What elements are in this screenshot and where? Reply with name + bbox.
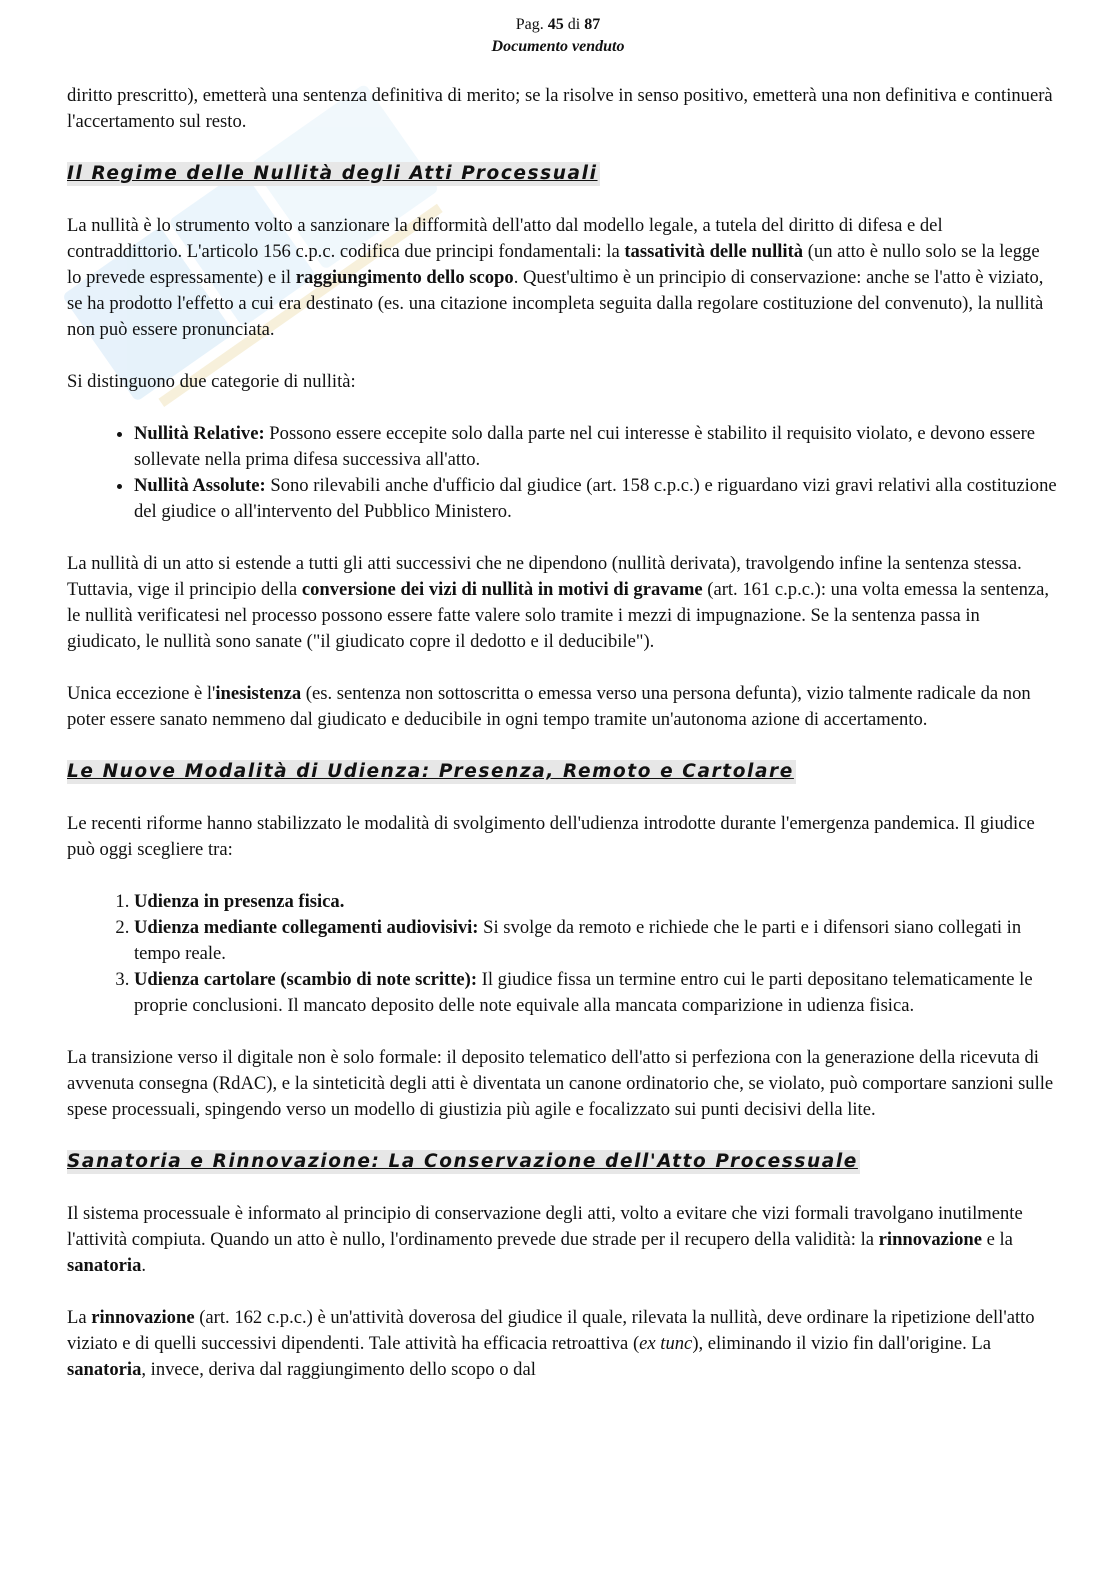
paragraph: Si distinguono due categorie di nullità:	[67, 371, 356, 392]
list-item: 2. Udienza mediante collegamenti audiovisivi: Si svolge da remoto e richiede che le parti e i difensori siano collegati in tempo reale.	[134, 915, 1057, 967]
paragraph: La nullità di un atto si estende a tutti gli atti successivi che ne dipendono (nullità derivata), travolgendo infine la sentenza stessa. Tuttavia, vige il principio della conversione dei vizi di nullità in motivi di gravame (art. 161 c.p.c.): una volta emessa la sentenza, le nullità verificatesi nel processo possono essere fatte valere solo tramite i mezzi di impugnazione. Se la sentenza passa in giudicato, le nullità sono sanate ("il giudicato copre il dedotto e il deducibile").	[67, 553, 1050, 652]
list-item: 1. Udienza in presenza fisica.	[134, 889, 1057, 915]
section-heading-sanatoria: Sanatoria e Rinnovazione: La Conservazione dell'Atto Processuale	[67, 1151, 858, 1172]
intro-paragraph: diritto prescritto), emetterà una sentenza definitiva di merito; se la risolve in senso positivo, emetterà una non definitiva e continuerà l'accertamento sul resto.	[67, 85, 1053, 132]
bullet-list	[67, 421, 1057, 525]
list-item: • Nullità Assolute: Sono rilevabili anche d'ufficio dal giudice (art. 158 c.p.c.) e riguardano vizi gravi relativi alla costituzione del giudice o all'intervento del Pubblico Ministero.	[134, 473, 1057, 525]
section-heading-udienza: Le Nuove Modalità di Udienza: Presenza, Remoto e Cartolare	[67, 761, 794, 782]
paragraph: Il sistema processuale è informato al principio di conservazione degli atti, volto a evitare che vizi formali travolgano inutilmente l'attività compiuta. Quando un atto è nullo, l'ordinamento prevede due strade per il recupero della validità: la rinnovazione e la sanatoria.	[67, 1203, 1023, 1276]
numbered-list	[67, 889, 1057, 1019]
paragraph: Le recenti riforme hanno stabilizzato le modalità di svolgimento dell'udienza introdotte durante l'emergenza pandemica. Il giudice può oggi scegliere tra:	[67, 813, 1035, 860]
paragraph: Unica eccezione è l'inesistenza (es. sentenza non sottoscritta o emessa verso una persona defunta), vizio talmente radicale da non poter essere sanato nemmeno dal giudicato e deducibile in ogni tempo tramite un'autonoma azione di accertamento.	[67, 683, 1031, 730]
paragraph: La nullità è lo strumento volto a sanzionare la difformità dell'atto dal modello legale, a tutela del diritto di difesa e del contraddittorio. L'articolo 156 c.p.c. codifica due principi fondamentali: la tassatività delle nullità (un atto è nullo solo se la legge lo prevede espressamente) e il raggiungimento dello scopo. Quest'ultimo è un principio di conservazione: anche se l'atto è viziato, se ha prodotto l'effetto a cui era destinato (es. una citazione incompleta seguita dalla regolare costituzione del convenuto), la nullità non può essere pronunciata.	[67, 215, 1044, 340]
list-item: 3. Udienza cartolare (scambio di note scritte): Il giudice fissa un termine entro cui le parti depositano telematicamente le proprie conclusioni. Il mancato deposito delle note equivale alla mancata comparizione in udienza fisica.	[134, 967, 1057, 1019]
document-body	[67, 83, 1057, 1409]
page-number: Pag. 45 di 87	[515, 16, 601, 33]
page-header	[0, 14, 1116, 58]
paragraph: La transizione verso il digitale non è solo formale: il deposito telematico dell'atto si perfeziona con la generazione della ricevuta di avvenuta consegna (RdAC), e la sinteticità degli atti è diventata un canone ordinatorio che, se violato, può comportare sanzioni sulle spese processuali, spingendo verso un modello di giustizia più agile e focalizzato sui punti decisivi della lite.	[67, 1047, 1054, 1120]
list-item: • Nullità Relative: Possono essere eccepite solo dalla parte nel cui interesse è stabilito il requisito violato, e devono essere sollevate nella prima difesa successiva all'atto.	[134, 421, 1057, 473]
sold-label: Documento venduto	[491, 38, 625, 55]
section-heading-nullita: Il Regime delle Nullità degli Atti Processuali	[67, 163, 598, 184]
paragraph: La rinnovazione (art. 162 c.p.c.) è un'attività doverosa del giudice il quale, rilevata la nullità, deve ordinare la ripetizione dell'atto viziato e di quelli successivi dipendenti. Tale attività ha efficacia retroattiva (ex tunc), eliminando il vizio fin dall'origine. La sanatoria, invece, deriva dal raggiungimento dello scopo o dal	[67, 1307, 1035, 1380]
